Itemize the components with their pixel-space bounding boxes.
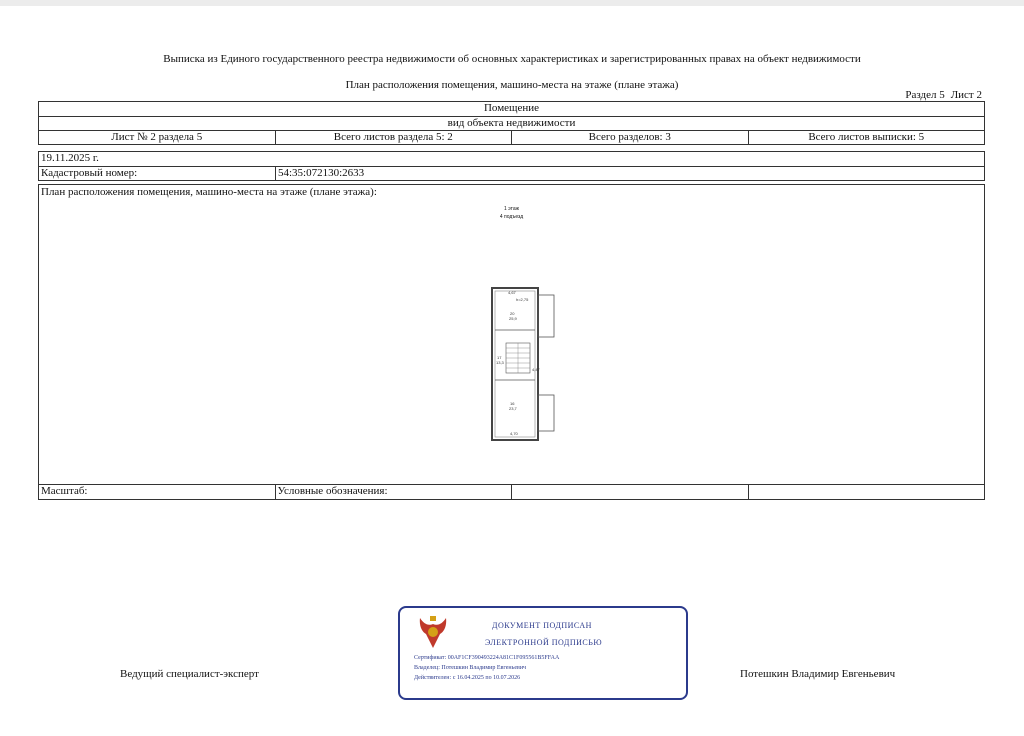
sheet-info-cell: Лист № 2 раздела 5 <box>111 131 203 143</box>
coat-of-arms-icon <box>416 614 450 650</box>
cadastral-row <box>39 166 984 180</box>
balcony-top <box>538 295 554 337</box>
top-strip <box>0 0 1024 6</box>
electronic-signature-stamp <box>398 606 688 700</box>
signer-role: Ведущий специалист-эксперт <box>120 668 259 680</box>
room-bottom-number: 16 <box>510 401 515 406</box>
signer-name: Потешкин Владимир Евгеньевич <box>740 668 896 680</box>
sheet-info-cell: Всего листов выписки: 5 <box>748 131 985 144</box>
cadastral-label: Кадастровый номер: <box>41 167 138 179</box>
object-type: Помещение <box>483 102 540 114</box>
scale-legend-table <box>38 484 985 500</box>
dim-height: h=2,75 <box>516 297 529 302</box>
room-bottom-area: 23,7 <box>509 406 517 411</box>
extract-date: 19.11.2025 г. <box>41 152 99 164</box>
dim-top: 4,67 <box>508 290 516 295</box>
legend-label: Условные обозначения: <box>275 485 512 499</box>
document-title: Выписка из Единого государственного реестра недвижимости об основных характеристиках и зарегистрированных правах на объект недвижимости <box>163 53 861 65</box>
room-mid-area: 13,3 <box>496 360 504 365</box>
room-top-number: 20 <box>510 311 515 316</box>
stamp-certificate: Сертификат: 00AF1CF390493224A81C1F095561B5FFAA <box>414 655 560 661</box>
sheet-info-cell: Всего листов раздела 5: 2 <box>275 131 512 144</box>
cadastral-table <box>38 151 985 181</box>
empty-cell <box>748 485 985 499</box>
floor-plan-box <box>38 184 985 485</box>
stamp-valid: Действителен: с 16.04.2025 по 10.07.2026 <box>414 675 521 681</box>
date-row <box>39 152 984 166</box>
balcony-bottom <box>538 395 554 431</box>
object-info-table <box>38 101 985 145</box>
section-label <box>905 89 982 101</box>
sheet-info-cell: Всего разделов: 3 <box>511 131 748 144</box>
dim-bottom: 4,70 <box>510 431 518 436</box>
room-mid-number: 17 <box>497 355 502 360</box>
object-type-caption: вид объекта недвижимости <box>447 117 576 129</box>
floor-number: 1 этаж <box>504 206 519 212</box>
sheet-info-row <box>39 130 984 144</box>
stamp-owner: Владелец: Потешкин Владимир Евгеньевич <box>414 665 527 671</box>
sheet-number: Лист 2 <box>950 89 982 101</box>
floor-label <box>39 205 984 221</box>
floor-plan-drawing <box>488 285 608 445</box>
section-number: Раздел 5 <box>905 89 945 101</box>
document-subtitle: План расположения помещения, машино-места на этаже (плане этажа) <box>345 79 679 91</box>
plan-label: План расположения помещения, машино-места на этаже (плане этажа): <box>41 186 377 198</box>
empty-cell <box>511 485 748 499</box>
object-type-row <box>39 102 984 116</box>
cadastral-number: 54:35:072130:2633 <box>275 167 984 180</box>
entrance-number: 4 подъезд <box>499 214 524 220</box>
stamp-line2: ЭЛЕКТРОННОЙ ПОДПИСЬЮ <box>485 638 603 647</box>
scale-label: Масштаб: <box>41 485 88 497</box>
stamp-line1: ДОКУМЕНТ ПОДПИСАН <box>492 621 592 630</box>
dim-mid: 4,47 <box>532 367 540 372</box>
object-type-caption-row <box>39 116 984 130</box>
scale-legend-row <box>39 485 984 499</box>
room-top-area: 25,9 <box>509 316 517 321</box>
